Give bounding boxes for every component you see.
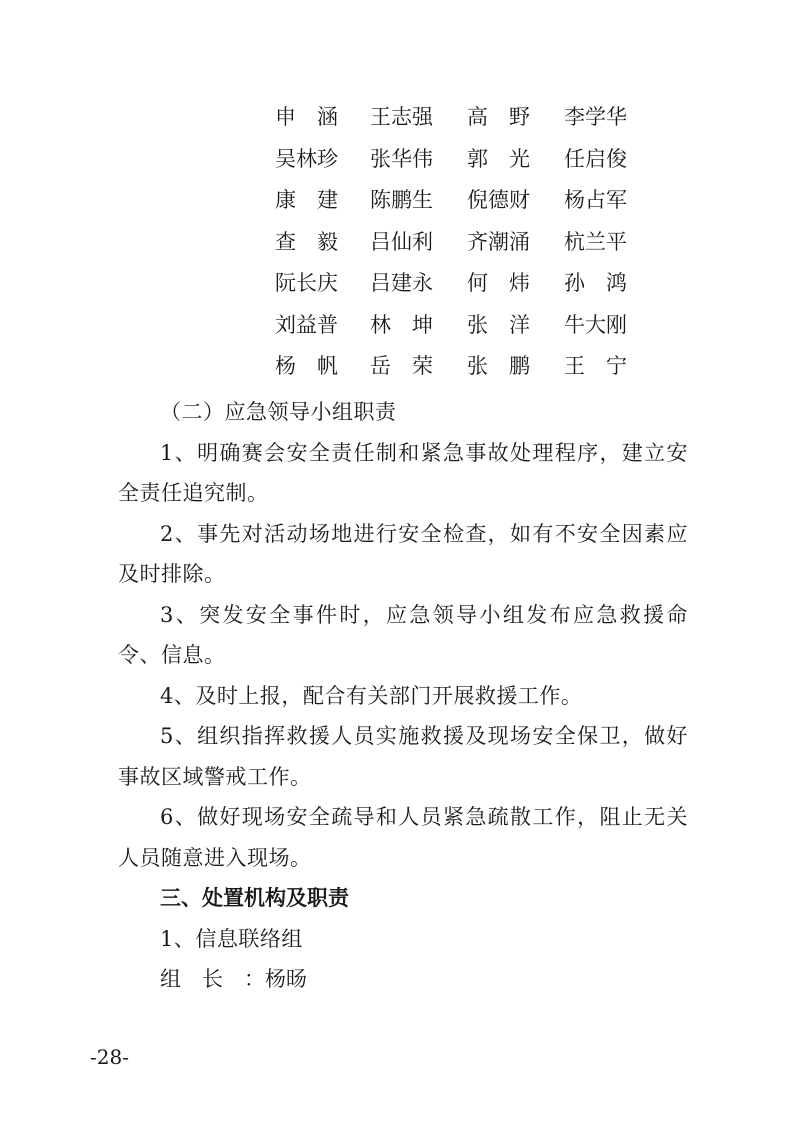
member-name: 吴林珍 bbox=[275, 146, 338, 171]
member-name: 张鹏 bbox=[467, 354, 551, 378]
duty-item: 4、及时上报，配合有关部门开展救援工作。 bbox=[160, 683, 583, 708]
page-number: -28- bbox=[90, 1045, 129, 1069]
member-name: 杭兰平 bbox=[564, 229, 627, 254]
member-name: 刘益普 bbox=[275, 312, 338, 337]
member-name: 林坤 bbox=[370, 312, 454, 337]
member-name: 杨占军 bbox=[564, 188, 627, 212]
member-name: 阮长庆 bbox=[275, 271, 338, 295]
duty-item: 2、事先对活动场地进行安全检查，如有不安全因素应及时排除。 bbox=[118, 521, 688, 586]
member-name: 王志强 bbox=[370, 105, 433, 129]
member-name: 查毅 bbox=[275, 229, 359, 254]
duty-item: 6、做好现场安全疏导和人员紧急疏散工作，阻止无关人员随意进入现场。 bbox=[118, 805, 688, 870]
member-name: 吕仙利 bbox=[370, 229, 433, 254]
duty-item: 1、明确赛会安全责任制和紧急事故处理程序，建立安全责任追究制。 bbox=[118, 440, 688, 505]
member-name: 李学华 bbox=[564, 105, 627, 129]
member-name: 郭光 bbox=[467, 146, 551, 171]
member-name: 齐潮涌 bbox=[467, 229, 530, 254]
member-name: 高野 bbox=[467, 105, 551, 129]
member-name: 倪德财 bbox=[467, 188, 530, 212]
member-name: 康建 bbox=[275, 188, 359, 212]
leader-role: 组长 bbox=[160, 967, 244, 991]
member-name: 孙鸿 bbox=[564, 271, 648, 295]
member-name: 杨帆 bbox=[275, 354, 359, 378]
duty-item: 5、组织指挥救援人员实施救援及现场安全保卫，做好事故区域警戒工作。 bbox=[118, 724, 688, 789]
group-leader: 组长：杨旸 bbox=[160, 967, 307, 991]
member-name: 吕建永 bbox=[370, 271, 433, 295]
member-name: 任启俊 bbox=[564, 146, 627, 171]
member-name: 陈鹏生 bbox=[370, 188, 433, 212]
member-name: 张华伟 bbox=[370, 146, 433, 171]
member-name: 申涵 bbox=[275, 105, 359, 129]
subheading: （二）应急领导小组职责 bbox=[160, 400, 397, 424]
document-body bbox=[118, 392, 688, 1000]
member-name: 张洋 bbox=[467, 312, 551, 337]
member-name: 何炜 bbox=[467, 271, 551, 295]
member-name: 王宁 bbox=[564, 354, 648, 378]
section-heading: 三、处置机构及职责 bbox=[160, 885, 349, 910]
member-name: 牛大刚 bbox=[564, 312, 627, 337]
duty-item: 3、突发安全事件时，应急领导小组发布应急救援命令、信息。 bbox=[118, 602, 688, 667]
member-name: 岳荣 bbox=[370, 354, 454, 378]
leader-name: 杨旸 bbox=[265, 967, 307, 991]
group-title: 1、信息联络组 bbox=[160, 926, 303, 951]
